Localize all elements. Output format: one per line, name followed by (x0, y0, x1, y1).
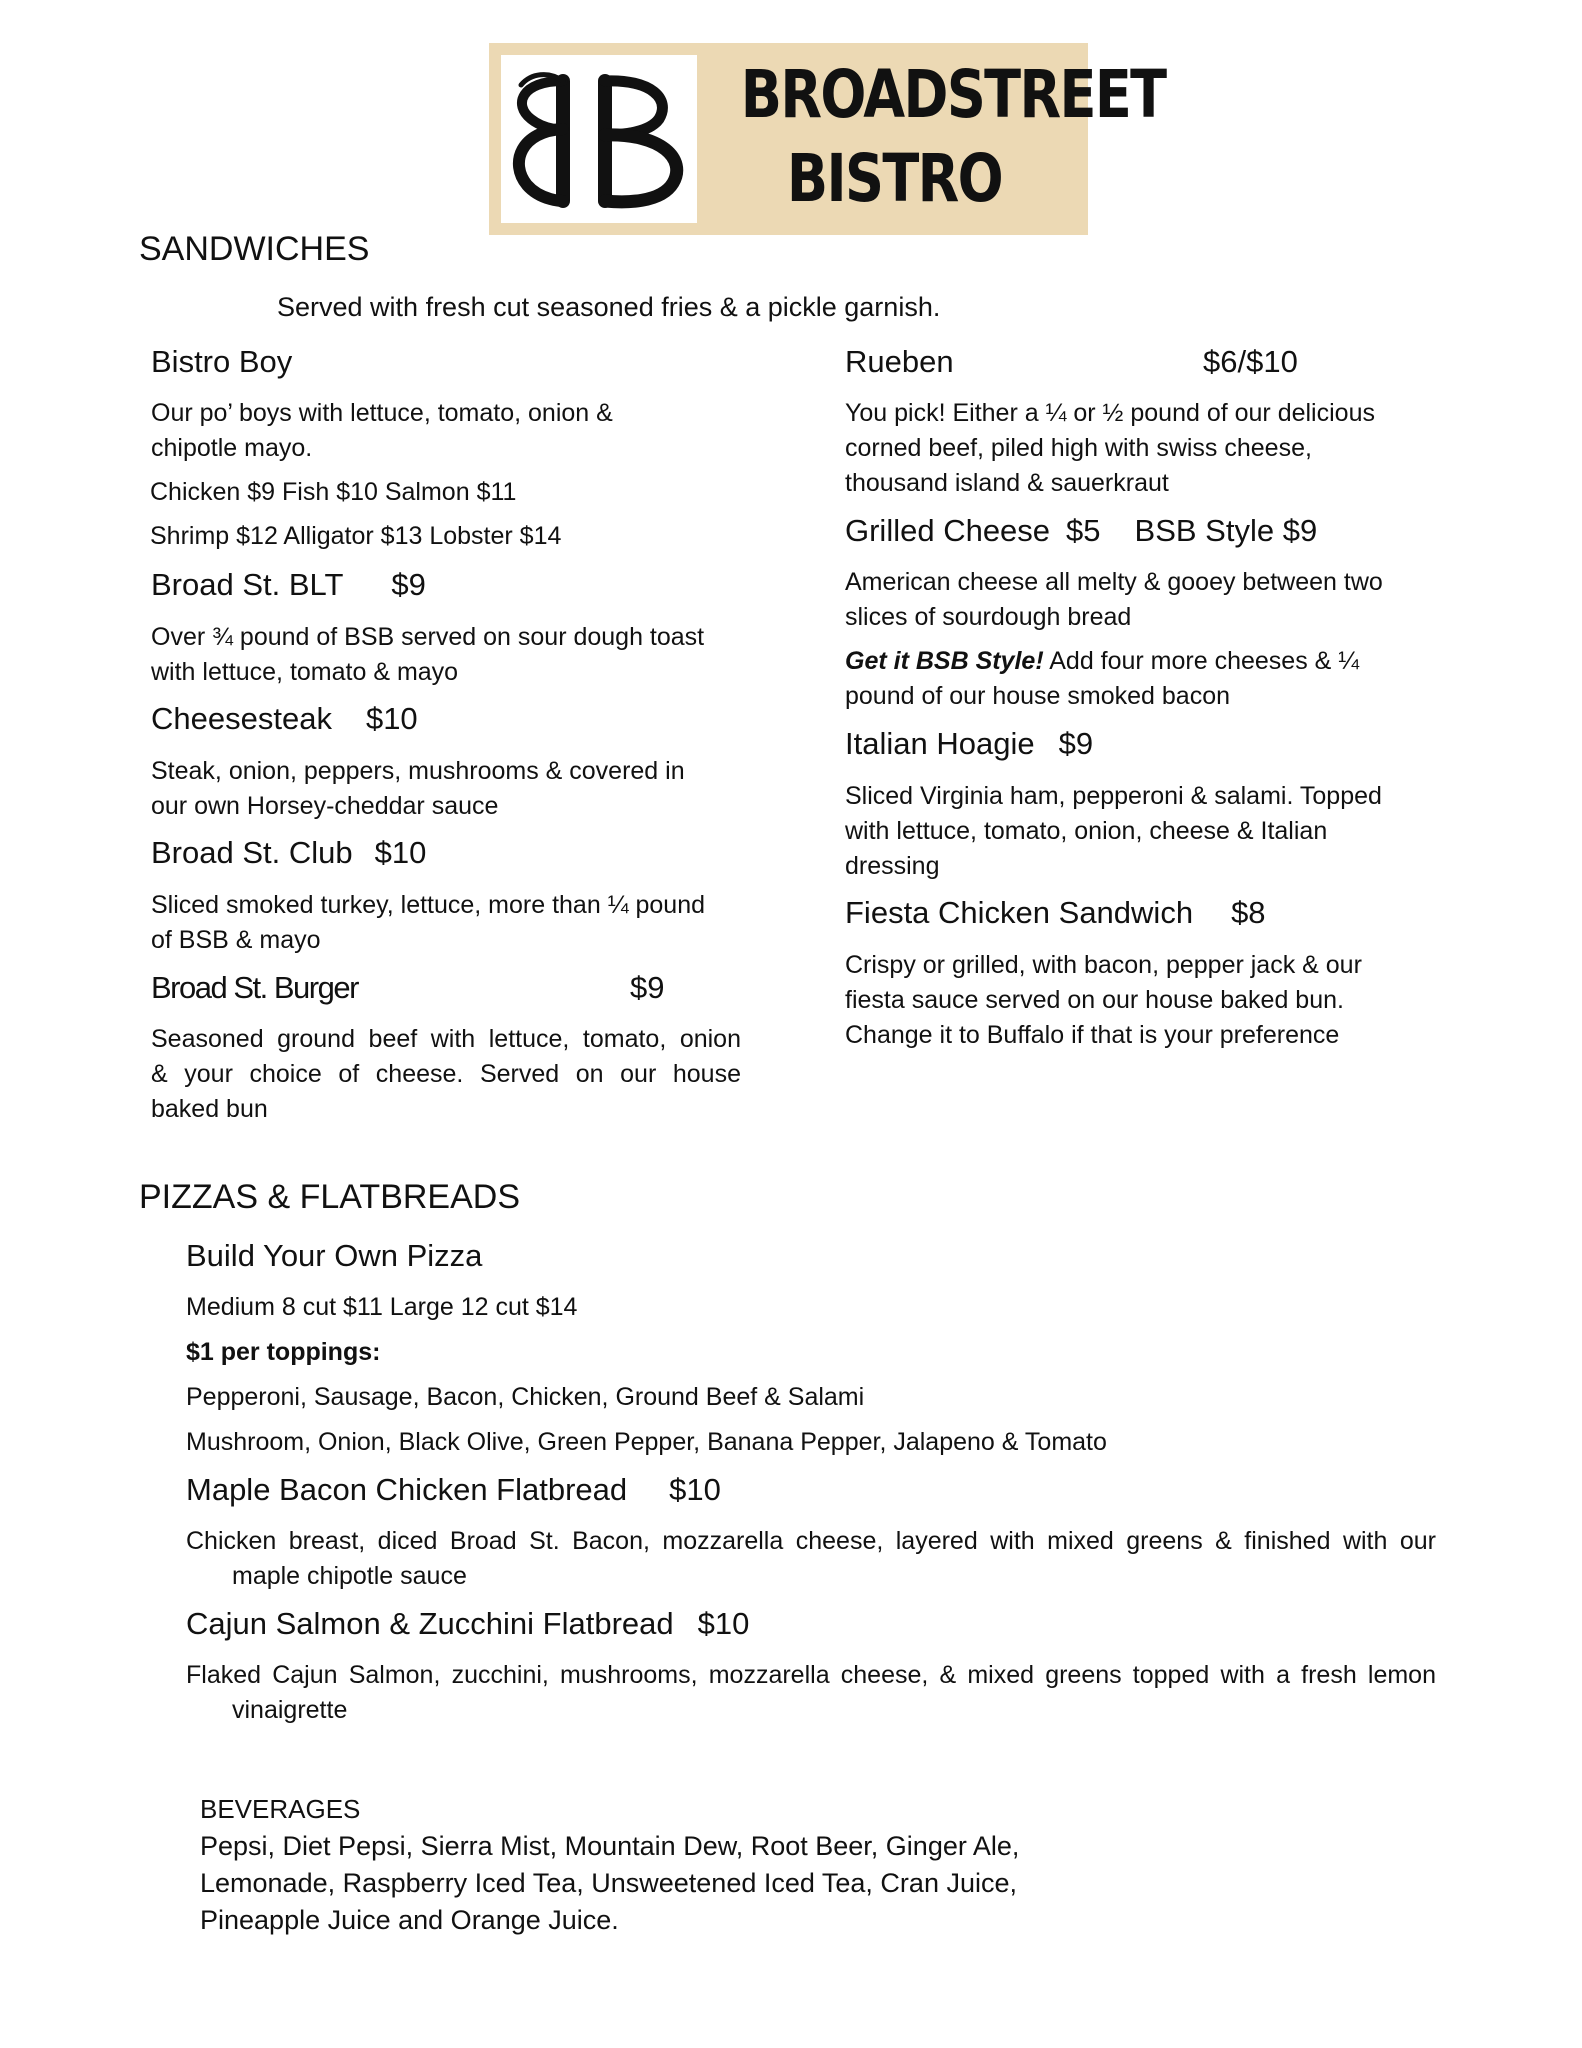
item-desc: with lettuce, tomato, onion, cheese & Italian (845, 817, 1328, 845)
item-title-fiesta-chicken (845, 895, 1266, 931)
item-prices: Shrimp $12 Alligator $13 Lobster $14 (150, 522, 562, 550)
item-title-cheesesteak (151, 701, 418, 737)
item-title-rueben: Rueben (845, 344, 954, 379)
item-desc-burger (151, 1022, 741, 1127)
item-price: $9 (391, 567, 426, 602)
item-desc: pound of our house smoked bacon (845, 682, 1230, 710)
item-price: $5 (1066, 513, 1101, 548)
item-prices: Chicken $9 Fish $10 Salmon $11 (150, 478, 517, 506)
sandwiches-subtitle: Served with fresh cut seasoned fries & a pickle garnish. (277, 292, 941, 322)
desc-line: maple chipotle sauce (232, 1562, 467, 1590)
pizzas-heading: PIZZAS & FLATBREADS (139, 1178, 521, 1216)
item-title-grilled-cheese (845, 513, 1317, 549)
item-price: $10 (697, 1606, 750, 1641)
item-title-italian-hoagie (845, 726, 1093, 762)
item-name: Fiesta Chicken Sandwich (845, 895, 1194, 930)
item-name: Grilled Cheese (845, 513, 1051, 548)
beverages-list (200, 1828, 1019, 1939)
desc-line: & your choice of cheese. Served on our house (151, 1060, 741, 1088)
item-price: $10 (374, 835, 427, 870)
monogram-logo-icon (501, 55, 697, 223)
item-name: Broad St. BLT (151, 567, 344, 602)
item-price: $9 (1058, 726, 1094, 761)
item-desc: fiesta sauce served on our house baked bun. (845, 986, 1344, 1014)
item-desc: thousand island & sauerkraut (845, 469, 1169, 497)
item-desc: dressing (845, 852, 940, 880)
desc-line: baked bun (151, 1095, 268, 1123)
item-title-bistro-boy: Bistro Boy (151, 344, 293, 379)
item-desc: of BSB & mayo (151, 926, 321, 954)
toppings-list: Pepperoni, Sausage, Bacon, Chicken, Ground Beef & Salami (186, 1383, 865, 1411)
bsb-text: Add four more cheeses & ¼ (1049, 647, 1360, 675)
item-desc: You pick! Either a ¼ or ½ pound of our delicious (845, 399, 1375, 427)
desc-line: Seasoned ground beef with lettuce, tomato, onion (151, 1025, 741, 1053)
item-title-maple-bacon (186, 1472, 721, 1508)
item-title-build-your-own: Build Your Own Pizza (186, 1238, 483, 1273)
sandwiches-heading: SANDWICHES (139, 230, 370, 268)
desc-line: vinaigrette (232, 1696, 348, 1724)
desc-line: Chicken breast, diced Broad St. Bacon, mozzarella cheese, layered with mixed greens & finished with our (186, 1527, 1436, 1555)
logo-line-2: BISTRO (786, 140, 1003, 217)
item-extra: BSB Style $9 (1134, 513, 1318, 548)
logo-wordmark (740, 53, 1166, 221)
toppings-label: $1 per toppings: (186, 1338, 381, 1366)
item-desc: slices of sourdough bread (845, 603, 1132, 631)
item-price: $10 (669, 1472, 721, 1507)
item-desc: Over ¾ pound of BSB served on sour dough toast (151, 623, 705, 651)
toppings-list: Mushroom, Onion, Black Olive, Green Pepper, Banana Pepper, Jalapeno & Tomato (186, 1428, 1107, 1456)
bsb-style-note (845, 644, 1359, 679)
item-desc-maple (186, 1524, 1436, 1594)
logo-line-1: BROADSTREET (740, 56, 1166, 133)
item-name: Broad St. Club (151, 835, 353, 870)
item-price-rueben: $6/$10 (1203, 344, 1298, 379)
item-desc: Our po’ boys with lettuce, tomato, onion & (151, 399, 613, 427)
item-desc: American cheese all melty & gooey between two (845, 568, 1383, 596)
item-desc-cajun (186, 1658, 1436, 1728)
item-desc: our own Horsey-cheddar sauce (151, 792, 499, 820)
item-desc: chipotle mayo. (151, 434, 313, 462)
beverage-line: Pineapple Juice and Orange Juice. (200, 1905, 619, 1935)
logo (489, 43, 1166, 235)
item-title-cajun-salmon (186, 1606, 749, 1642)
item-name: Cheesesteak (151, 701, 332, 736)
beverage-line: Pepsi, Diet Pepsi, Sierra Mist, Mountain Dew, Root Beer, Ginger Ale, (200, 1831, 1020, 1861)
item-name: Italian Hoagie (845, 726, 1035, 761)
item-title-burger: Broad St. Burger (151, 970, 358, 1005)
item-desc: Crispy or grilled, with bacon, pepper jack & our (845, 951, 1362, 979)
item-price: $8 (1231, 895, 1266, 930)
beverage-line: Lemonade, Raspberry Iced Tea, Unsweetened Iced Tea, Cran Juice, (200, 1868, 1017, 1898)
item-desc: with lettuce, tomato & mayo (151, 658, 459, 686)
item-title-blt (151, 567, 426, 603)
bsb-emphasis: Get it BSB Style! (845, 647, 1044, 675)
item-desc: Change it to Buffalo if that is your preference (845, 1021, 1340, 1049)
item-price-burger: $9 (630, 970, 665, 1005)
item-title-club (151, 835, 426, 871)
item-desc: Sliced Virginia ham, pepperoni & salami. Topped (845, 782, 1382, 810)
item-desc: Sliced smoked turkey, lettuce, more than ¼ pound (151, 891, 706, 919)
beverages-heading: BEVERAGES (200, 1794, 361, 1824)
item-price: $10 (365, 701, 418, 736)
desc-line: Flaked Cajun Salmon, zucchini, mushrooms, mozzarella cheese, & mixed greens topped with a fresh lemon (186, 1661, 1436, 1689)
item-desc: corned beef, piled high with swiss cheese, (845, 434, 1312, 462)
pizza-sizes: Medium 8 cut $11 Large 12 cut $14 (186, 1293, 578, 1321)
item-name: Cajun Salmon & Zucchini Flatbread (186, 1606, 674, 1641)
item-desc: Steak, onion, peppers, mushrooms & covered in (151, 757, 685, 785)
item-name: Maple Bacon Chicken Flatbread (186, 1472, 628, 1507)
